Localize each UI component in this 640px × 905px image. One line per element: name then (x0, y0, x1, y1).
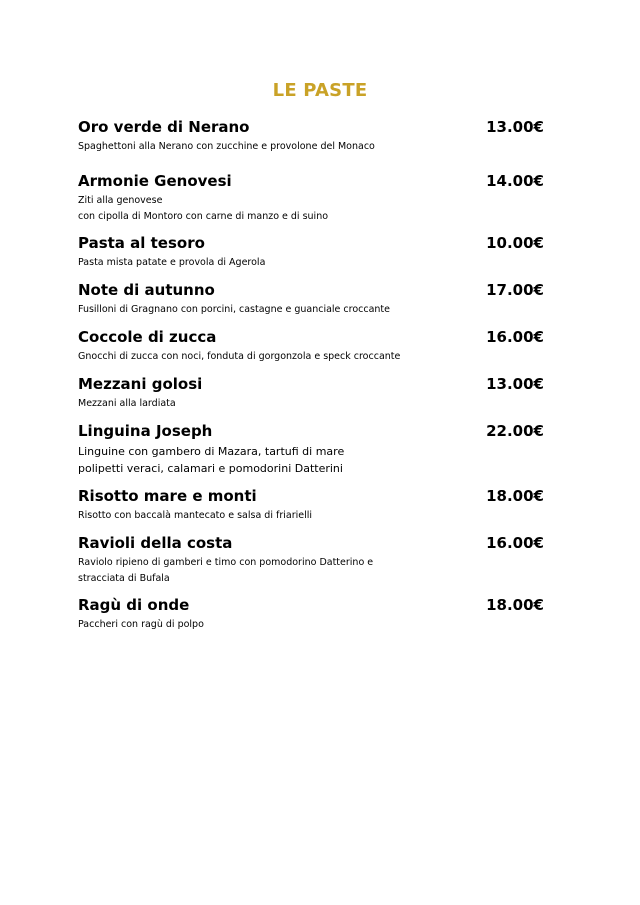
dish-name: Mezzani golosi (78, 375, 203, 393)
menu-item (78, 117, 548, 155)
dish-description: Risotto con baccalà mantecato e salsa di friarielli (78, 510, 313, 521)
dish-name: Pasta al tesoro (78, 234, 205, 252)
dish-name: Risotto mare e monti (78, 487, 257, 505)
menu-item (78, 533, 548, 587)
dish-price: 17.00€ (486, 281, 544, 299)
dish-price: 16.00€ (486, 534, 544, 552)
menu-item-header (78, 421, 548, 443)
menu-item (78, 421, 548, 477)
dish-description: Mezzani alla lardiata (78, 398, 176, 409)
menu-item (78, 171, 548, 225)
dish-name: Note di autunno (78, 281, 215, 299)
dish-price: 13.00€ (486, 375, 544, 393)
menu-item (78, 486, 548, 524)
dish-description: Spaghettoni alla Nerano con zucchine e provolone del Monaco (78, 141, 375, 152)
menu-item (78, 280, 548, 318)
dish-price: 13.00€ (486, 118, 544, 136)
menu-item-header (78, 533, 548, 555)
dish-name: Oro verde di Nerano (78, 118, 250, 136)
menu-item (78, 374, 548, 412)
menu-item (78, 595, 548, 633)
menu-item-header (78, 171, 548, 193)
dish-price: 16.00€ (486, 328, 544, 346)
dish-price: 22.00€ (486, 422, 544, 440)
menu-item-header (78, 595, 548, 617)
dish-description: Raviolo ripieno di gamberi e timo con pomodorino Datterino e stracciata di Bufala (78, 557, 374, 584)
menu-item-header (78, 280, 548, 302)
dish-price: 10.00€ (486, 234, 544, 252)
dish-name: Coccole di zucca (78, 328, 217, 346)
menu-item-header (78, 117, 548, 139)
dish-description: Gnocchi di zucca con noci, fonduta di gorgonzola e speck croccante (78, 351, 401, 362)
dish-description: Linguine con gambero di Mazara, tartufi di mare polipetti veraci, calamari e pomodorini Datterini (78, 445, 345, 475)
dish-price: 18.00€ (486, 596, 544, 614)
dish-description: Pasta mista patate e provola di Agerola (78, 257, 266, 268)
menu-item (78, 327, 548, 365)
menu-item (78, 233, 548, 271)
dish-name: Linguina Joseph (78, 422, 213, 440)
dish-description: Fusilloni di Gragnano con porcini, castagne e guanciale croccante (78, 304, 391, 315)
dish-price: 14.00€ (486, 172, 544, 190)
menu-item-header (78, 486, 548, 508)
dish-name: Armonie Genovesi (78, 172, 232, 190)
menu-item-header (78, 233, 548, 255)
dish-description: Paccheri con ragù di polpo (78, 619, 204, 630)
menu-item-header (78, 374, 548, 396)
dish-name: Ragù di onde (78, 596, 190, 614)
dish-description: Ziti alla genovese con cipolla di Montoro con carne di manzo e di suino (78, 195, 329, 222)
dish-name: Ravioli della costa (78, 534, 233, 552)
dish-price: 18.00€ (486, 487, 544, 505)
menu-item-header (78, 327, 548, 349)
page-title: LE PASTE (272, 80, 368, 101)
